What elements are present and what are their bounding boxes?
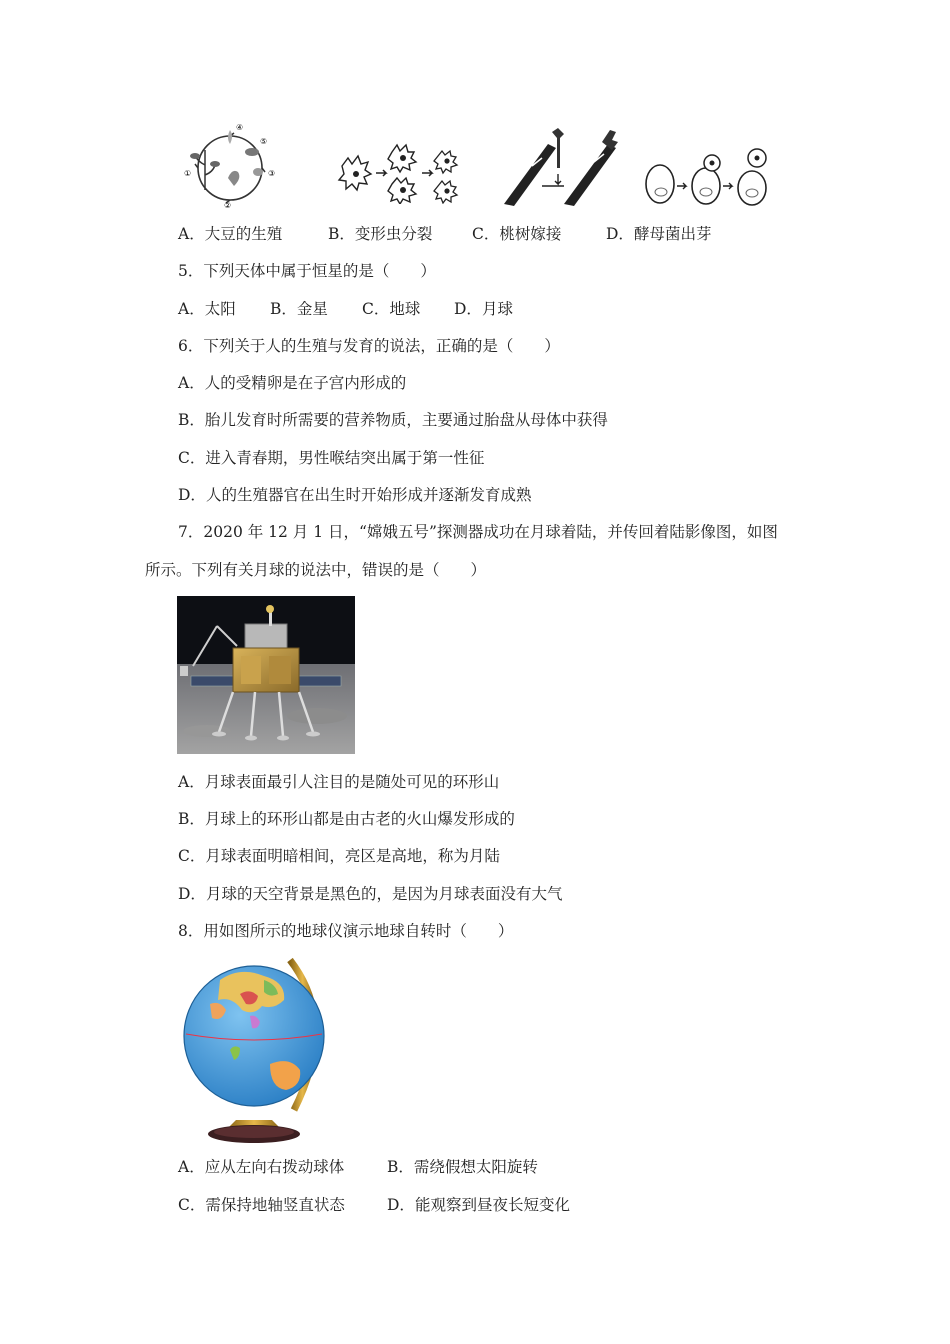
- option-text: 太阳: [204, 300, 236, 318]
- option-key: C．: [362, 300, 390, 318]
- change5-lander-photo: [177, 596, 355, 754]
- q5-option-b[interactable]: [270, 299, 328, 319]
- q7-stem-line1: 7．2020 年 12 月 1 日，“嫦娥五号”探测器成功在月球着陆，并传回着陆影像图，如图: [178, 523, 778, 541]
- option-key: B．: [178, 810, 205, 828]
- option-key: B．: [387, 1158, 414, 1176]
- q7-option-b[interactable]: [178, 809, 515, 829]
- option-text: 金星: [296, 300, 328, 318]
- option-key: A．: [178, 1158, 205, 1176]
- q8-option-a[interactable]: [178, 1157, 344, 1177]
- q6-option-b[interactable]: [178, 410, 608, 430]
- option-text: 地球: [389, 300, 421, 318]
- q7-option-d[interactable]: [178, 884, 562, 904]
- option-key: B．: [328, 225, 355, 243]
- option-key: C．: [178, 847, 206, 865]
- option-key: C．: [178, 1196, 206, 1214]
- q8-option-d[interactable]: [387, 1195, 570, 1215]
- option-text: 酵母菌出芽: [633, 225, 712, 243]
- option-text: 桃树嫁接: [499, 225, 562, 243]
- option-text: 进入青春期，男性喉结突出属于第一性征: [205, 449, 485, 467]
- q4-option-a[interactable]: [178, 224, 282, 244]
- svg-text:②: ②: [224, 201, 232, 210]
- yeast-budding-figure: [644, 146, 774, 208]
- option-key: C．: [178, 449, 206, 467]
- svg-text:⑤: ⑤: [260, 137, 268, 146]
- q8-option-c[interactable]: [178, 1195, 345, 1215]
- q6-option-a[interactable]: [178, 373, 406, 393]
- q5-option-c[interactable]: [362, 299, 420, 319]
- option-key: B．: [178, 411, 205, 429]
- option-text: 人的生殖器官在出生时开始形成并逐渐发育成熟: [205, 486, 532, 504]
- option-text: 能观察到昼夜长短变化: [414, 1196, 570, 1214]
- q7-option-a[interactable]: [178, 772, 499, 792]
- option-key: D．: [178, 486, 206, 504]
- peach-grafting-figure: [502, 126, 626, 208]
- option-key: D．: [387, 1196, 415, 1214]
- option-key: A．: [178, 300, 205, 318]
- option-text: 应从左向右拨动球体: [204, 1158, 345, 1176]
- option-text: 月球表面最引人注目的是随处可见的环形山: [204, 773, 500, 791]
- svg-text:③: ③: [268, 169, 276, 178]
- option-text: 月球上的环形山都是由古老的火山爆发形成的: [204, 810, 515, 828]
- option-key: A．: [178, 374, 205, 392]
- option-key: D．: [454, 300, 482, 318]
- option-text: 月球表面明暗相间，亮区是高地，称为月陆: [205, 847, 500, 865]
- option-key: B．: [270, 300, 297, 318]
- globe-photo: [180, 954, 336, 1148]
- q5-option-a[interactable]: [178, 299, 236, 319]
- option-key: D．: [606, 225, 634, 243]
- q5-stem: 5．下列天体中属于恒星的是（ ）: [178, 262, 436, 280]
- option-text: 需保持地轴竖直状态: [205, 1196, 345, 1214]
- option-text: 大豆的生殖: [204, 225, 283, 243]
- q8-stem: 8．用如图所示的地球仪演示地球自转时（ ）: [178, 922, 514, 940]
- option-text: 月球: [481, 300, 513, 318]
- option-text: 胎儿发育时所需要的营养物质，主要通过胎盘从母体中获得: [204, 411, 608, 429]
- option-text: 需绕假想太阳旋转: [413, 1158, 538, 1176]
- option-text: 变形虫分裂: [354, 225, 433, 243]
- option-text: 人的受精卵是在子宫内形成的: [204, 374, 407, 392]
- soybean-lifecycle-figure: [180, 120, 280, 210]
- q7-option-c[interactable]: [178, 846, 500, 866]
- option-key: A．: [178, 225, 205, 243]
- q6-option-c[interactable]: [178, 448, 484, 468]
- q4-option-d[interactable]: [606, 224, 711, 244]
- q4-option-c[interactable]: [472, 224, 561, 244]
- option-key: A．: [178, 773, 205, 791]
- q6-option-d[interactable]: [178, 485, 531, 505]
- option-key: C．: [472, 225, 500, 243]
- option-key: D．: [178, 885, 206, 903]
- q6-stem: 6．下列关于人的生殖与发育的说法，正确的是（ ）: [178, 337, 560, 355]
- amoeba-division-figure: [336, 138, 464, 204]
- q5-option-d[interactable]: [454, 299, 513, 319]
- svg-text:④: ④: [236, 123, 244, 132]
- q8-option-b[interactable]: [387, 1157, 538, 1177]
- q7-stem-line2: 所示。下列有关月球的说法中，错误的是（ ）: [145, 561, 487, 579]
- option-text: 月球的天空背景是黑色的，是因为月球表面没有大气: [205, 885, 563, 903]
- svg-text:①: ①: [184, 169, 192, 178]
- q4-option-b[interactable]: [328, 224, 432, 244]
